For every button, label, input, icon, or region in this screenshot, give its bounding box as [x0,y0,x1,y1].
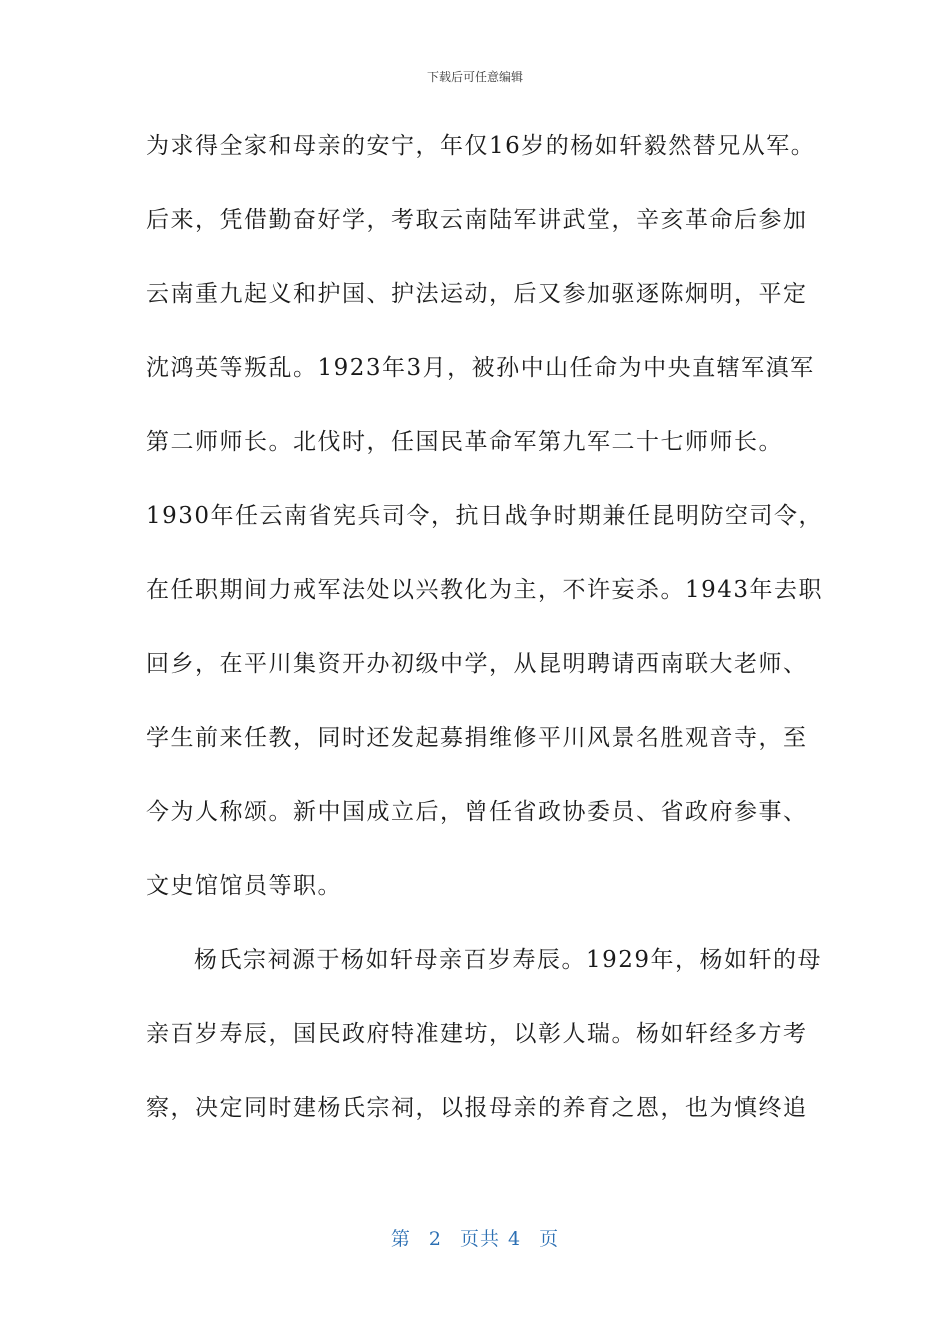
text-line: 云南重九起义和护国、护法运动，后又参加驱逐陈炯明，平定 [146,281,808,307]
footer-page-prefix: 第 [390,1228,411,1250]
page-header-note: 下载后可任意编辑 [426,70,523,84]
text-line: 今为人称颂。新中国成立后，曾任省政协委员、省政府参事、 [146,799,808,825]
text-line: 为求得全家和母亲的安宁，年仅16岁的杨如轩毅然替兄从军。 [146,133,816,159]
text-line: 察，决定同时建杨氏宗祠，以报母亲的养育之恩，也为慎终追 [146,1095,808,1121]
text-line: 第二师师长。北伐时，任国民革命军第九军二十七师师长。 [146,429,783,455]
text-line: 后来，凭借勤奋好学，考取云南陆军讲武堂，辛亥革命后参加 [146,207,808,233]
text-line: 回乡，在平川集资开办初级中学，从昆明聘请西南联大老师、 [146,651,808,677]
footer-page-suffix: 页 [539,1228,560,1250]
footer-page-mid: 页共 [459,1228,500,1250]
text-line: 文史馆馆员等职。 [146,873,342,899]
text-line: 1930年任云南省宪兵司令，抗日战争时期兼任昆明防空司令， [146,503,824,529]
text-line: 亲百岁寿辰，国民政府特准建坊，以彰人瑞。杨如轩经多方考 [146,1021,808,1047]
page-footer [0,1224,950,1251]
footer-total-pages: 4 [508,1228,522,1250]
text-line: 在任职期间力戒军法处以兴教化为主，不许妄杀。1943年去职 [146,577,824,603]
document-body [146,124,824,1160]
paragraph-start-line: 杨氏宗祠源于杨如轩母亲百岁寿辰。1929年，杨如轩的母 [194,947,823,973]
text-line: 学生前来任教，同时还发起募捐维修平川风景名胜观音寺，至 [146,725,808,751]
footer-current-page: 2 [428,1228,442,1250]
text-line: 沈鸿英等叛乱。1923年3月，被孙中山任命为中央直辖军滇军 [146,355,815,381]
